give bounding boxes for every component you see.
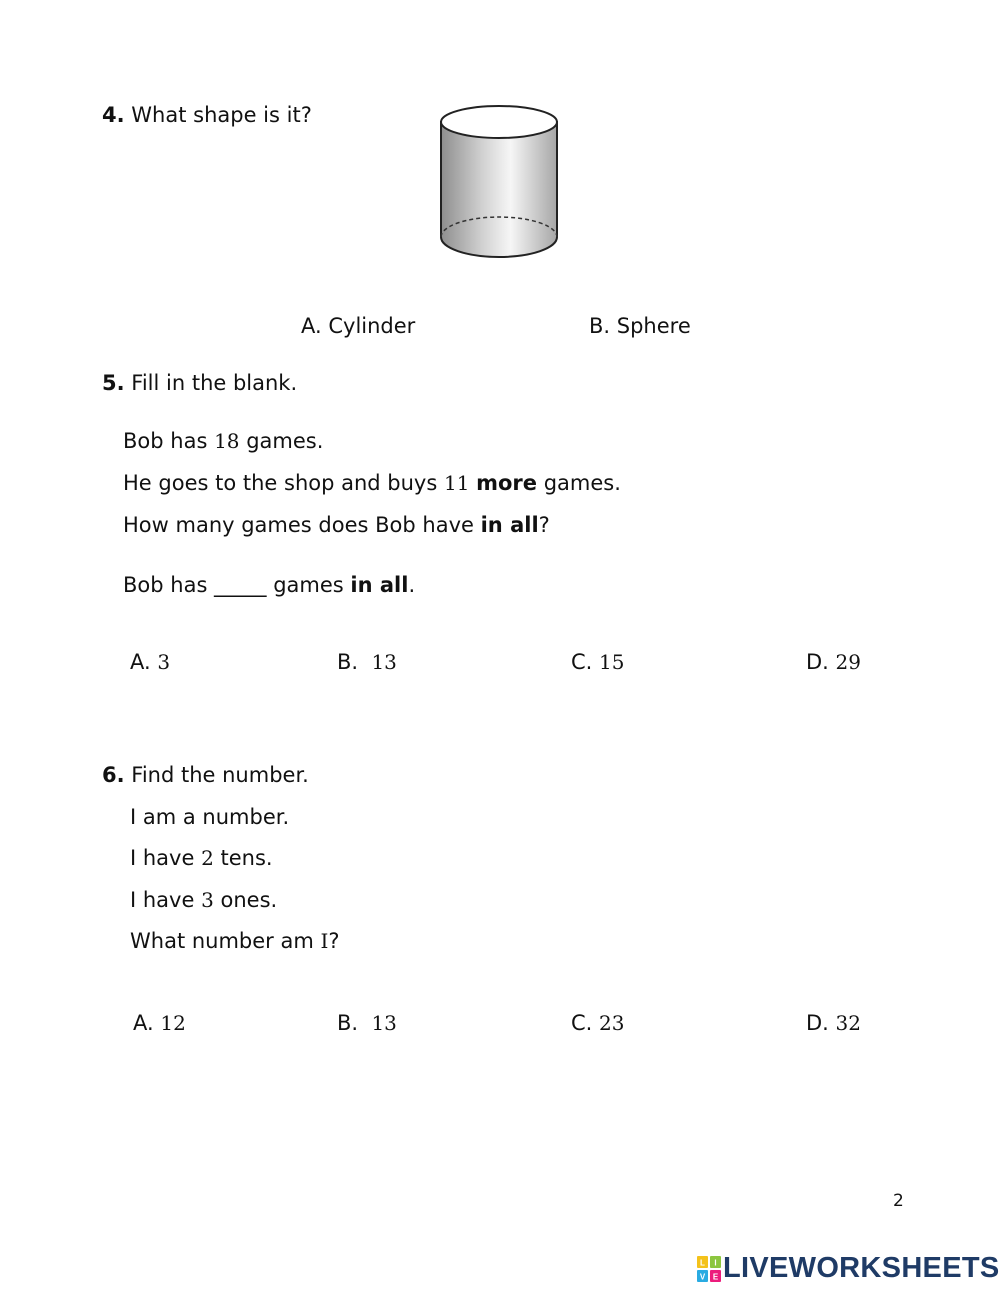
question-6-line-2 — [130, 845, 273, 871]
q6-line4-letter: I — [320, 929, 329, 953]
q5-line1-number: 18 — [214, 429, 240, 453]
page-number: 2 — [893, 1191, 904, 1211]
q5-line3-bold: in all — [480, 513, 539, 537]
q6-line2-number: 2 — [201, 846, 214, 870]
question-5 — [102, 370, 297, 396]
question-6-option-b[interactable] — [337, 1010, 397, 1036]
question-5-option-a[interactable] — [130, 649, 170, 675]
question-6 — [102, 762, 309, 788]
q6-line2-text: I have — [130, 846, 202, 870]
option-value: 12 — [160, 1011, 186, 1035]
question-5-answer-sentence — [123, 572, 415, 598]
question-4-option-b[interactable]: B. Sphere — [589, 314, 691, 338]
q5-line4-bold: in all — [350, 573, 409, 597]
option-letter: A. — [133, 1011, 161, 1035]
q5-line4-text-end: . — [408, 573, 416, 597]
question-6-number: 6. — [102, 763, 125, 787]
q5-line2-text: He goes to the shop and buys — [123, 471, 444, 495]
option-value: 15 — [599, 650, 625, 674]
q5-line2-text-end: games. — [537, 471, 621, 495]
q6-line3-text: I have — [130, 888, 202, 912]
q5-line4-text: Bob has _____ games — [123, 573, 351, 597]
svg-text:E: E — [712, 1272, 719, 1281]
logo-text: LIVEWORKSHEETS — [723, 1252, 1000, 1284]
question-5-number: 5. — [102, 371, 125, 395]
option-value: 32 — [835, 1011, 861, 1035]
q5-line1-text: Bob has — [123, 429, 215, 453]
q6-line2-text-end: tens. — [213, 846, 273, 870]
q5-line3-text: How many games does Bob have — [123, 513, 481, 537]
svg-text:V: V — [699, 1272, 706, 1281]
option-value: 13 — [371, 1011, 397, 1035]
question-6-option-a[interactable] — [133, 1010, 186, 1036]
cylinder-image — [430, 100, 570, 265]
q6-line4-text-end: ? — [328, 929, 340, 953]
question-6-instruction: Find the number. — [131, 763, 309, 787]
question-6-line-3 — [130, 887, 277, 913]
option-value: 29 — [835, 650, 861, 674]
q5-line2-bold: more — [476, 471, 538, 495]
option-letter: C. — [571, 650, 600, 674]
question-4-option-a[interactable]: A. Cylinder — [301, 314, 416, 338]
question-5-line-1 — [123, 428, 323, 454]
q5-line2-number: 11 — [443, 471, 470, 495]
q5-line3-text-end: ? — [538, 513, 550, 537]
q6-line4-text: What number am — [130, 929, 321, 953]
svg-text:I: I — [714, 1258, 717, 1267]
question-5-line-2 — [123, 470, 621, 496]
svg-text:L: L — [700, 1258, 705, 1267]
question-6-option-c[interactable] — [571, 1010, 624, 1036]
q6-line3-text-end: ones. — [213, 888, 278, 912]
question-5-instruction: Fill in the blank. — [131, 371, 298, 395]
option-letter: D. — [806, 650, 836, 674]
option-letter: C. — [571, 1011, 600, 1035]
question-6-option-d[interactable] — [806, 1010, 861, 1036]
question-4-text: What shape is it? — [131, 103, 312, 127]
question-6-line-1: I am a number. — [130, 805, 290, 829]
option-value: 3 — [157, 650, 171, 674]
option-letter: B. — [337, 650, 372, 674]
option-letter: D. — [806, 1011, 836, 1035]
option-letter: B. — [337, 1011, 372, 1035]
question-6-line-4 — [130, 928, 340, 954]
question-5-option-d[interactable] — [806, 649, 861, 675]
option-letter: A. — [130, 650, 158, 674]
question-4 — [102, 102, 312, 128]
q6-line3-number: 3 — [201, 888, 214, 912]
question-5-option-c[interactable] — [571, 649, 624, 675]
option-value: 23 — [599, 1011, 625, 1035]
question-4-number: 4. — [102, 103, 125, 127]
logo-blocks-icon — [697, 1256, 721, 1282]
q5-line1-text-end: games. — [239, 429, 324, 453]
question-5-option-b[interactable] — [337, 649, 397, 675]
option-value: 13 — [371, 650, 397, 674]
question-5-line-3 — [123, 512, 550, 538]
liveworksheets-logo[interactable] — [697, 1252, 1000, 1288]
